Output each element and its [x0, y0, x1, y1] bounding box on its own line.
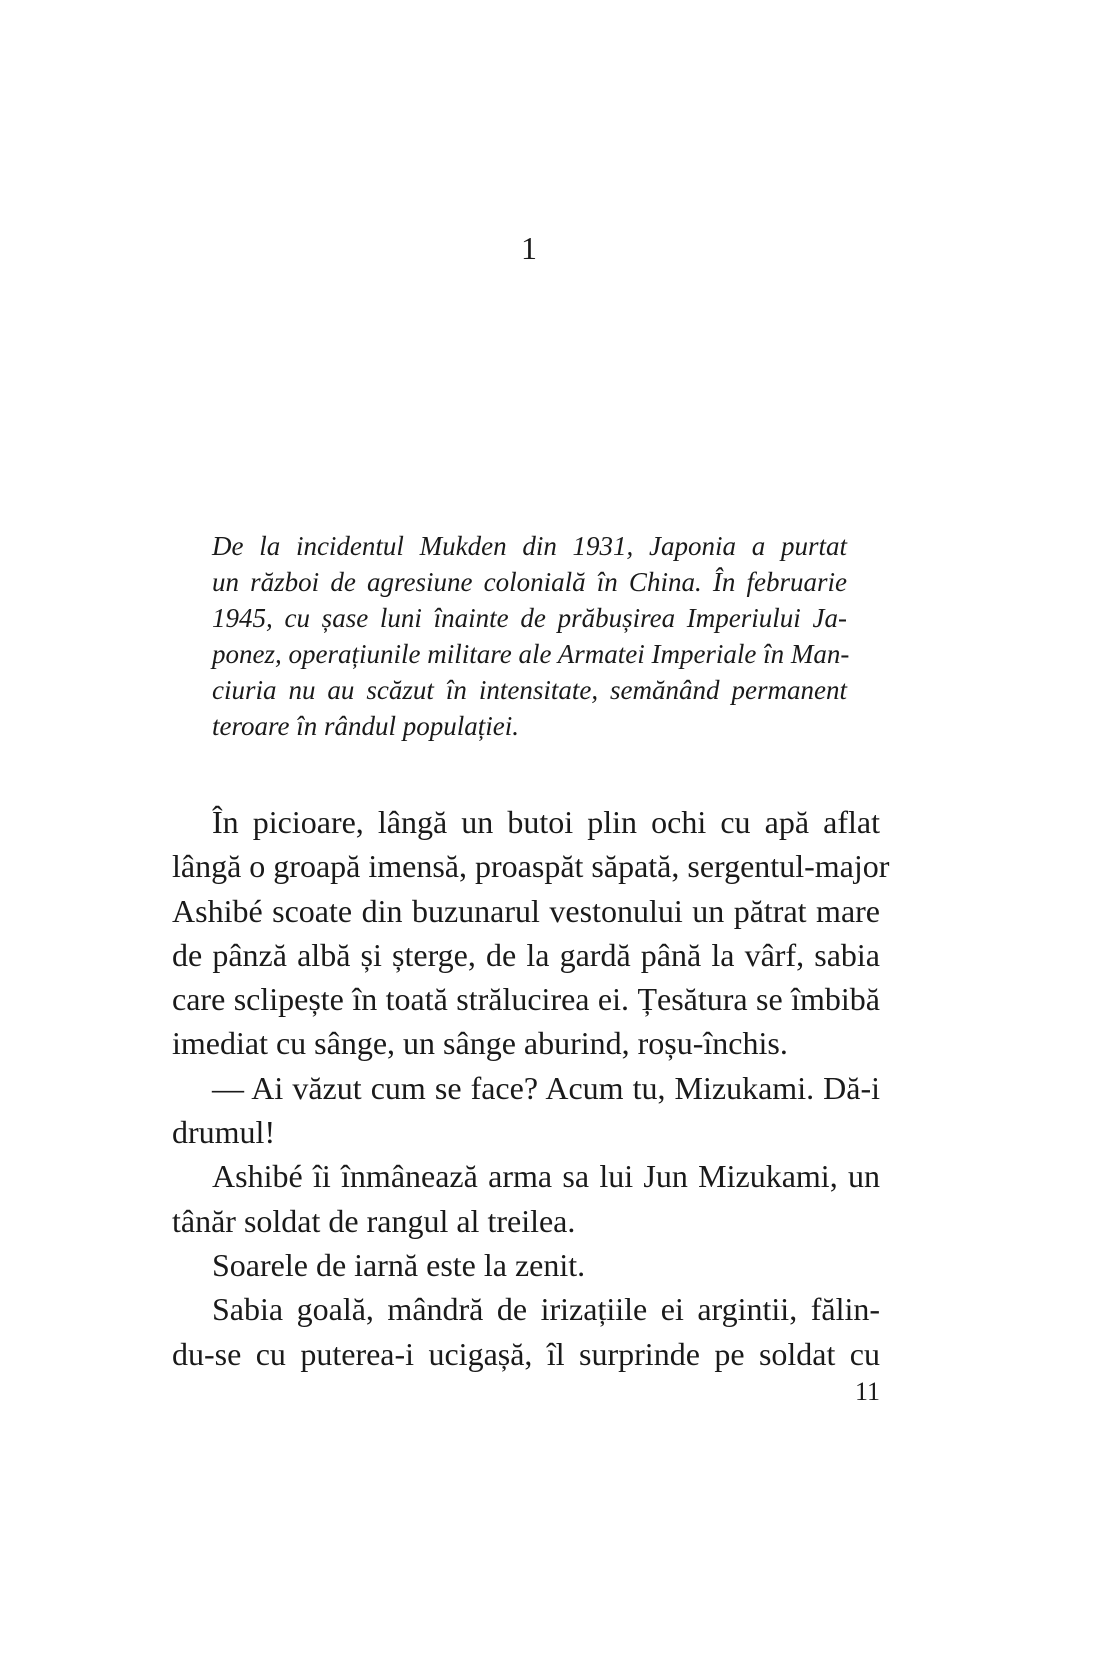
epigraph-line: teroare în rândul populației. — [212, 711, 519, 741]
chapter-number: 1 — [521, 230, 537, 266]
body-text — [172, 800, 890, 1376]
body-line: imediat cu sânge, un sânge aburind, roșu-închis. — [172, 1025, 788, 1062]
body-line: tânăr soldat de rangul al treilea. — [172, 1202, 576, 1239]
epigraph-line: ciuria nu au scăzut în intensitate, semănând permanent — [212, 675, 847, 705]
body-line: du-se cu puterea-i ucigașă, îl surprinde pe soldat cu — [172, 1335, 880, 1372]
body-line: Soarele de iarnă este la zenit. — [212, 1246, 586, 1283]
epigraph — [212, 528, 850, 744]
page-number: 11 — [854, 1377, 880, 1406]
body-line: lângă o groapă imensă, proaspăt săpată, sergentul-major — [172, 848, 890, 885]
epigraph-line: ponez, operațiunile militare ale Armatei Imperiale în Man- — [212, 639, 850, 669]
body-line: În picioare, lângă un butoi plin ochi cu apă aflat — [212, 804, 880, 840]
epigraph-line: un război de agresiune colonială în China. În februarie — [212, 567, 847, 597]
epigraph-line: De la incidentul Mukden din 1931, Japonia a purtat — [212, 531, 847, 561]
epigraph-line: 1945, cu șase luni înainte de prăbușirea Imperiului Ja- — [212, 603, 847, 633]
body-line: Ashibé scoate din buzunarul vestonului un pătrat mare — [172, 892, 880, 929]
body-line: de pânză albă și șterge, de la gardă până la vârf, sabia — [172, 936, 880, 973]
body-line: Ashibé îi înmânează arma sa lui Jun Mizukami, un — [212, 1158, 880, 1195]
body-line: — Ai văzut cum se face? Acum tu, Mizukami. Dă-i — [212, 1069, 880, 1106]
body-line: drumul! — [172, 1114, 276, 1151]
body-line: Sabia goală, mândră de irizațiile ei argintii, fălin- — [212, 1291, 880, 1328]
body-line: care sclipește în toată strălucirea ei. Țesătura se îmbibă — [172, 981, 880, 1018]
